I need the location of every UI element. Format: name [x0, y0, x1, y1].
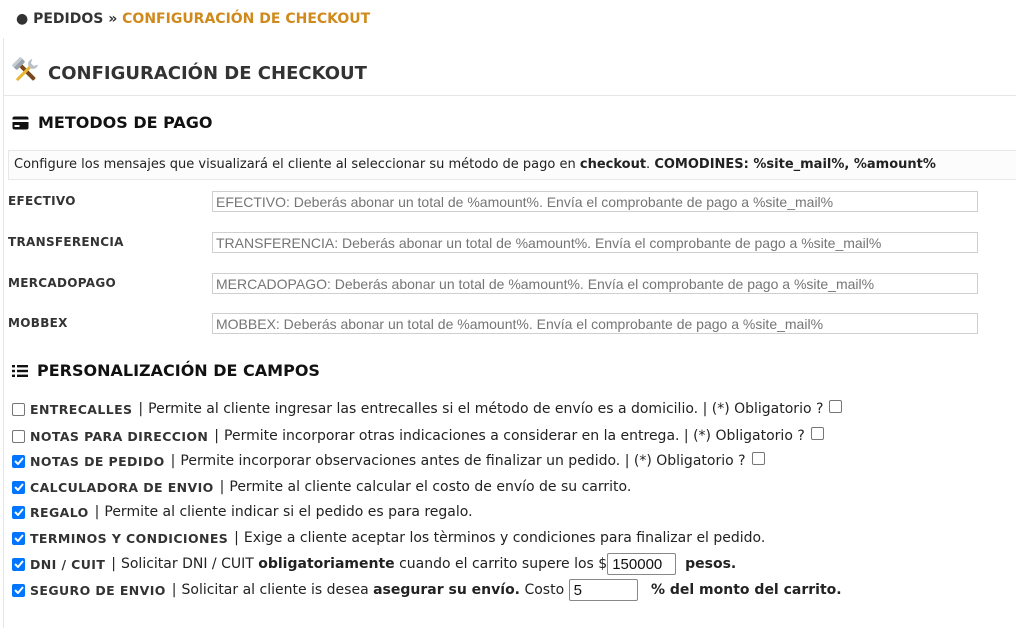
page-title-text: CONFIGURACIÓN DE CHECKOUT: [48, 62, 367, 84]
terminos-name: TERMINOS Y CONDICIONES: [30, 530, 229, 546]
field-row-calculadora-envio: [12, 479, 631, 495]
separator: |: [94, 504, 100, 520]
dni-cuit-suffix: pesos.: [685, 556, 737, 572]
breadcrumb-bullet: ●: [16, 11, 29, 27]
breadcrumb-current: CONFIGURACIÓN DE CHECKOUT: [122, 11, 371, 27]
field-row-seguro-envio: [12, 579, 842, 601]
separator: |: [171, 582, 177, 598]
notas-direccion-name: NOTAS PARA DIRECCION: [30, 428, 209, 444]
dni-cuit-amount-input[interactable]: [607, 553, 676, 575]
calculadora-envio-desc: Permite al cliente calcular el costo de envío de su carrito.: [229, 479, 632, 495]
content-left-border: [3, 38, 4, 628]
tools-icon: [10, 56, 42, 90]
notas-direccion-desc: Permite incorporar otras indicaciones a considerar en la entrega.: [224, 428, 680, 444]
payment-info-box: [8, 150, 1016, 180]
efectivo-message-input[interactable]: [212, 191, 978, 212]
mandatory-label: | (*) Obligatorio ?: [702, 401, 824, 417]
seguro-envio-suffix: % del monto del carrito.: [650, 582, 842, 598]
separator: |: [234, 530, 239, 546]
check-icon: [14, 508, 24, 516]
dni-cuit-desc-mid: cuando el carrito supere los $: [399, 556, 608, 572]
terminos-checkbox[interactable]: [12, 532, 25, 545]
field-row-dni-cuit: [12, 553, 736, 575]
fields-heading-text: PERSONALIZACIÓN DE CAMPOS: [37, 361, 320, 380]
entrecalles-checkbox[interactable]: [12, 403, 25, 416]
entrecalles-mandatory-checkbox[interactable]: [829, 400, 842, 413]
field-row-notas-pedido: [12, 453, 765, 469]
dni-cuit-name: DNI / CUIT: [30, 556, 106, 572]
transferencia-label: TRANSFERENCIA: [8, 235, 124, 249]
terminos-desc: Exige a cliente aceptar los tèrminos y condiciones para finalizar el pedido.: [243, 530, 766, 546]
page-title: [10, 58, 367, 88]
mandatory-label: | (*) Obligatorio ?: [624, 453, 746, 469]
mandatory-label: | (*) Obligatorio ?: [683, 428, 805, 444]
regalo-desc: Permite al cliente indicar si el pedido es para regalo.: [104, 504, 473, 520]
separator: |: [111, 556, 116, 572]
regalo-checkbox[interactable]: [12, 506, 25, 519]
breadcrumb-separator: »: [108, 11, 118, 27]
separator: |: [214, 428, 220, 444]
entrecalles-desc: Permite al cliente ingresar las entrecalles si el método de envío es a domicilio.: [148, 401, 699, 417]
info-text: Configure los mensajes que visualizará el cliente al seleccionar su método de pago en: [14, 157, 576, 172]
check-icon: [14, 534, 24, 542]
list-icon: [12, 364, 28, 378]
mercadopago-label: MERCADOPAGO: [8, 276, 116, 290]
payment-methods-heading: [12, 113, 213, 132]
credit-card-icon: [12, 116, 29, 130]
notas-direccion-checkbox[interactable]: [12, 430, 25, 443]
notas-pedido-name: NOTAS DE PEDIDO: [30, 453, 165, 469]
notas-pedido-mandatory-checkbox[interactable]: [752, 452, 765, 465]
separator: |: [138, 401, 144, 417]
field-row-notas-direccion: [12, 428, 824, 444]
payment-methods-heading-text: METODOS DE PAGO: [38, 113, 213, 132]
seguro-envio-checkbox[interactable]: [12, 584, 25, 597]
seguro-envio-desc: Solicitar al cliente is desea: [181, 582, 369, 598]
info-dot: .: [646, 157, 651, 172]
efectivo-label: EFECTIVO: [8, 194, 76, 208]
notas-pedido-checkbox[interactable]: [12, 455, 25, 468]
seguro-envio-desc-mid: Costo: [524, 582, 565, 598]
fields-heading: [12, 361, 320, 380]
notas-pedido-desc: Permite incorporar observaciones antes de finalizar un pedido.: [180, 453, 621, 469]
check-icon: [14, 457, 24, 465]
breadcrumb-parent-link[interactable]: PEDIDOS: [33, 11, 104, 27]
mercadopago-message-input[interactable]: [212, 273, 978, 294]
regalo-name: REGALO: [30, 504, 89, 520]
notas-direccion-mandatory-checkbox[interactable]: [811, 427, 824, 440]
check-icon: [14, 560, 24, 568]
field-row-entrecalles: [12, 401, 842, 417]
check-icon: [14, 586, 24, 594]
dni-cuit-desc-bold: obligatoriamente: [258, 556, 395, 572]
dni-cuit-desc: Solicitar DNI / CUIT: [120, 556, 254, 572]
field-row-regalo: [12, 504, 473, 520]
mobbex-label: MOBBEX: [8, 316, 68, 330]
seguro-envio-name: SEGURO DE ENVIO: [30, 582, 166, 598]
breadcrumb: [16, 11, 370, 27]
field-row-terminos: [12, 530, 765, 546]
calculadora-envio-checkbox[interactable]: [12, 481, 25, 494]
separator: |: [219, 479, 225, 495]
info-wildcards: COMODINES: %site_mail%, %amount%: [654, 157, 936, 172]
seguro-envio-cost-input[interactable]: [569, 579, 638, 601]
seguro-envio-desc-bold: asegurar su envío.: [373, 582, 520, 598]
calculadora-envio-name: CALCULADORA DE ENVIO: [30, 479, 214, 495]
title-divider: [4, 95, 1016, 96]
dni-cuit-checkbox[interactable]: [12, 558, 25, 571]
transferencia-message-input[interactable]: [212, 232, 978, 253]
info-checkout: checkout: [579, 157, 647, 172]
separator: |: [170, 453, 176, 469]
mobbex-message-input[interactable]: [212, 313, 978, 334]
check-icon: [14, 483, 24, 491]
entrecalles-name: ENTRECALLES: [30, 401, 133, 417]
